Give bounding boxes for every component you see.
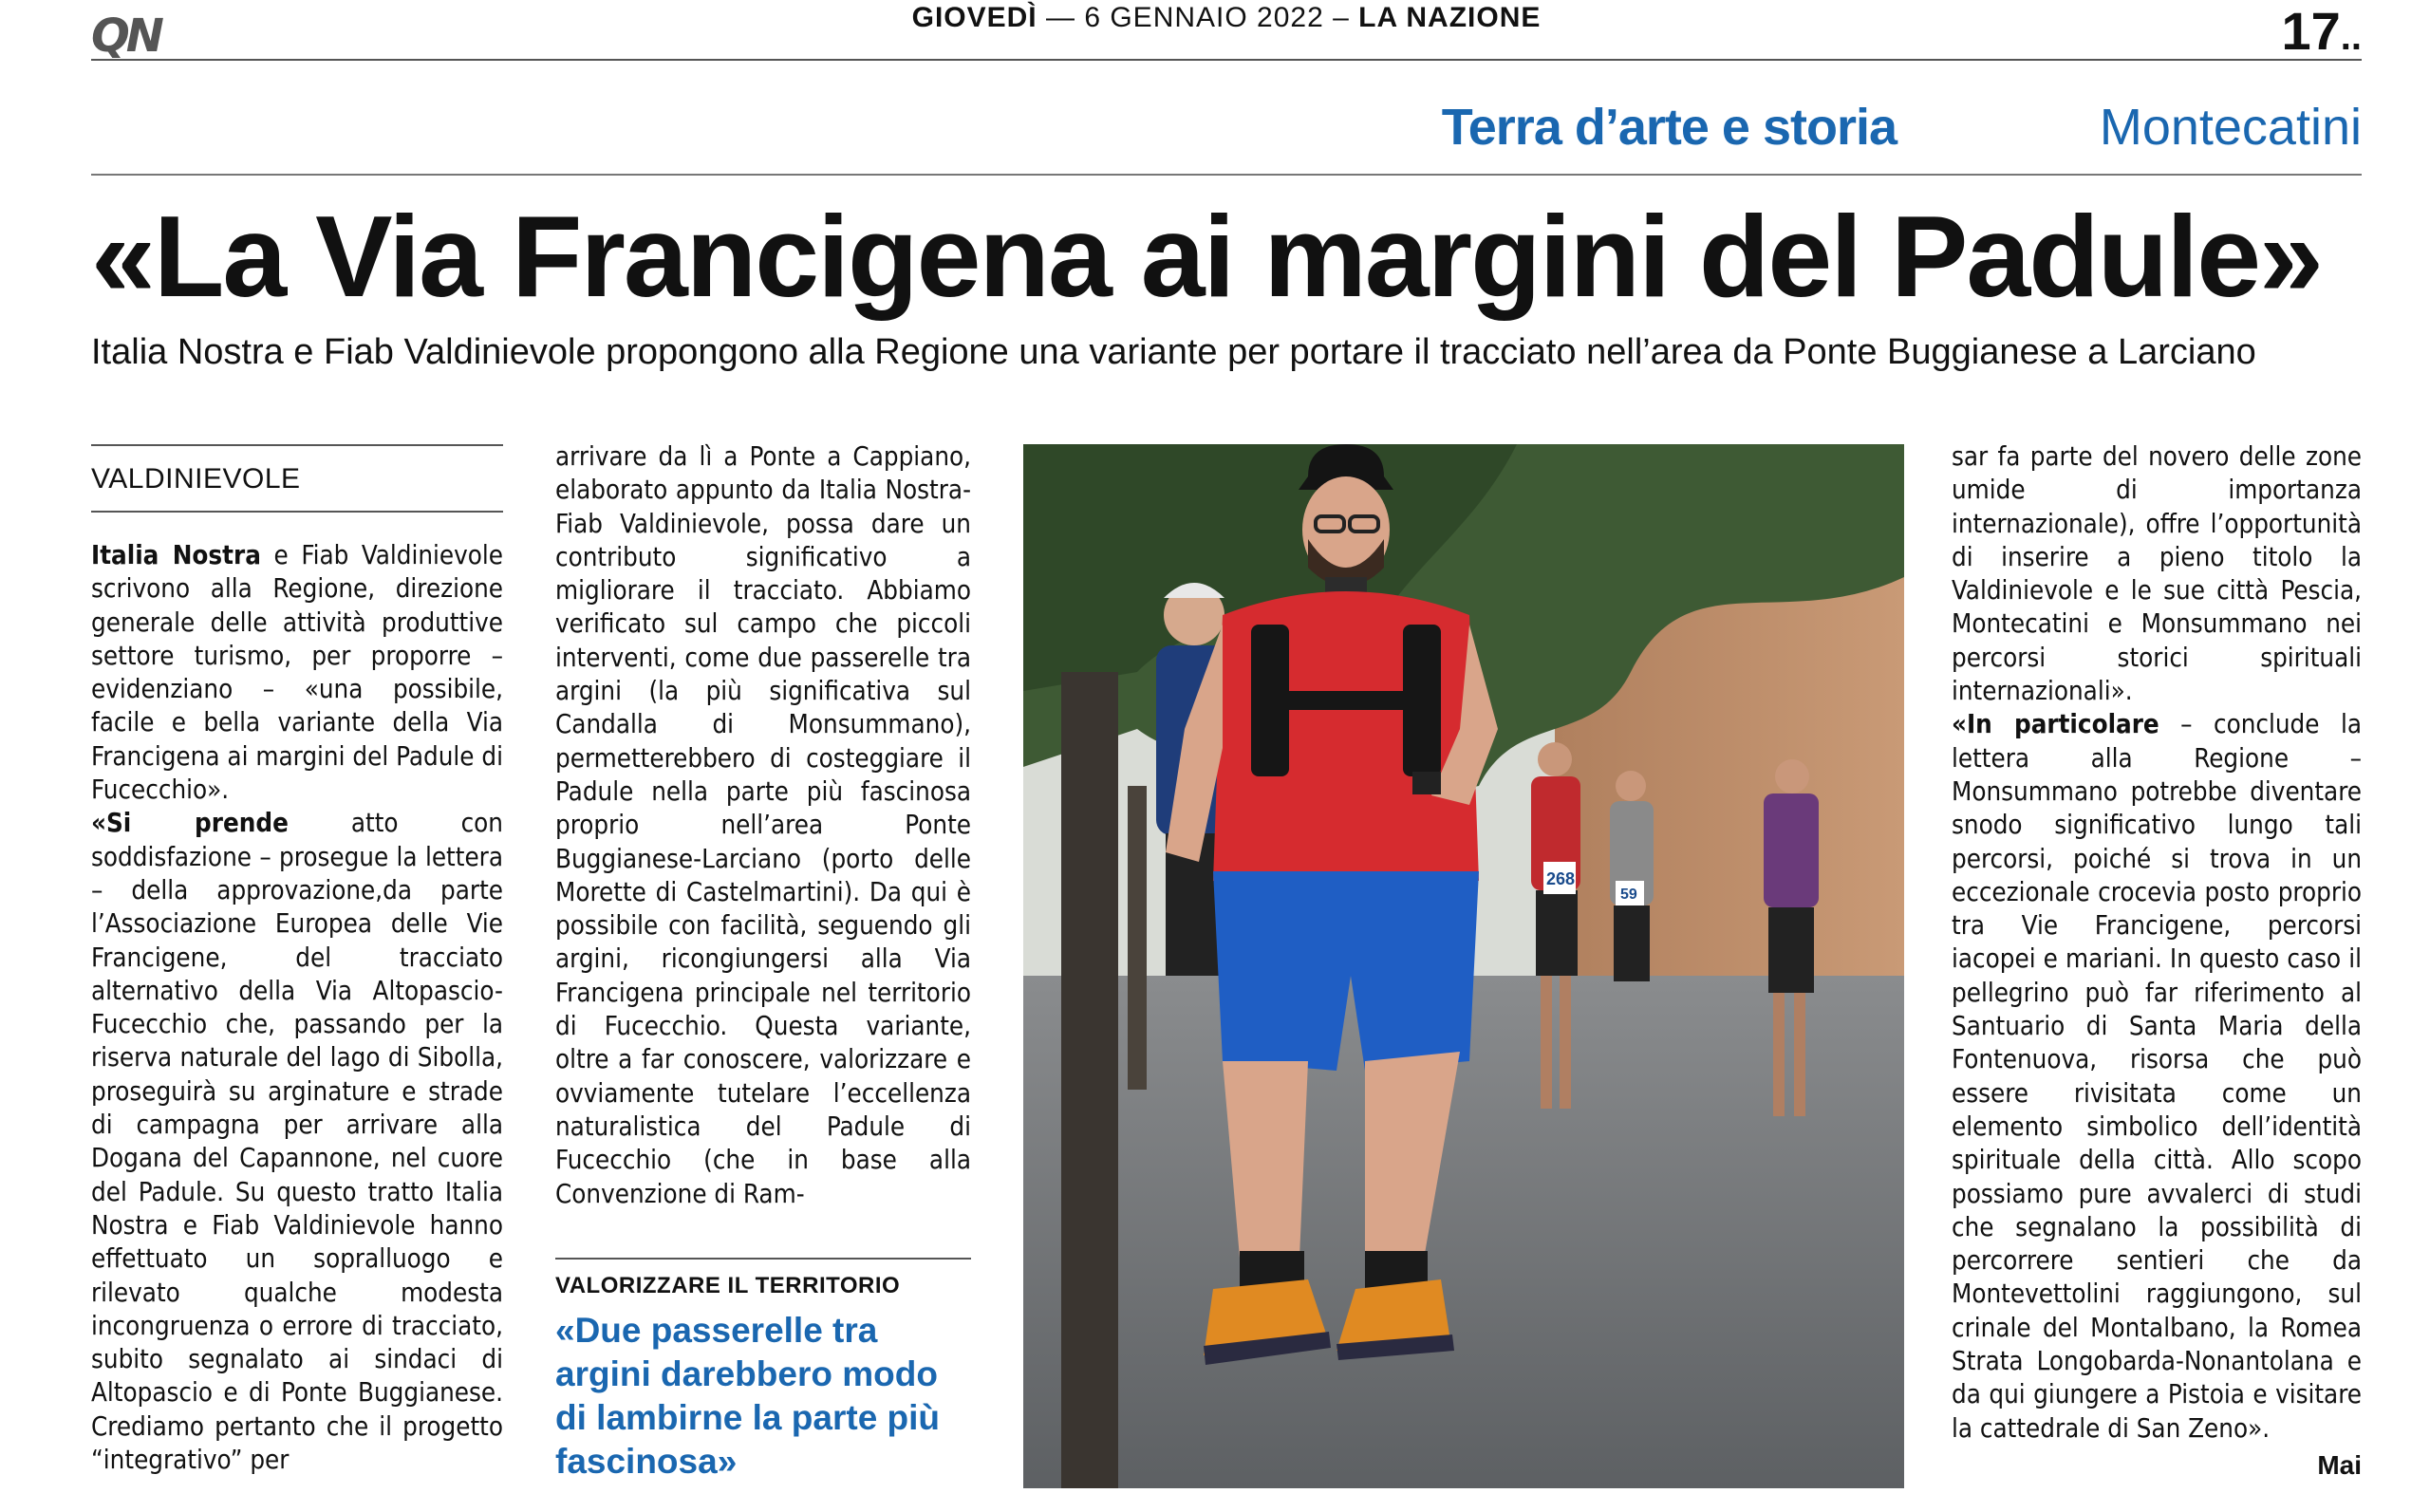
location-tag: VALDINIEVOLE (91, 444, 503, 513)
page-number (2281, 0, 2362, 62)
article-column-4 (1952, 440, 2362, 1446)
dateline-date: 6 GENNAIO 2022 (1084, 2, 1324, 33)
dateline-dash-2: – (1333, 2, 1350, 33)
section-city: Montecatini (2099, 99, 2362, 156)
masthead-bar (91, 0, 2362, 61)
photo-walkers-illustration (1023, 444, 1904, 1488)
bib-number-1: 268 (1546, 869, 1576, 888)
pull-quote-box (555, 1258, 971, 1484)
author-signature: Mai (2317, 1450, 2362, 1480)
paragraph-1-text: e Fiab Valdinievole scrivono alla Regione, direzione generale delle attività produttive settore turismo, per proporre – evidenziano – «una possibile, facile e bella variante della Via Francigena ai margini del Padule di Fucecchio». (91, 540, 503, 806)
pull-quote-text: «Due passerelle tra argini darebbero modo di lambirne la parte più fascinosa» (555, 1311, 941, 1481)
paragraph-2-text: atto con soddisfazione – prosegue la lettera – della approvazione,da parte l’Associazione Europea delle Vie Francigene, del tracciato alternativo della Via Altopascio-Fucecchio che, passando per la riserva naturale del lago di Sibolla, proseguirà su arginature e strade di campagna per arrivare alla Dogana del Capannone, nel cuore del Padule. Su questo tratto Italia Nostra e Fiab Valdinievole hanno effettuato un sopralluogo e rilevato qualche modesta incongruenza o errore di tracciato, subito segnalato ai sindaci di Altopascio e di Ponte Buggianese. Crediamo pertanto che il progetto “integrativo” per (91, 808, 503, 1476)
dateline (91, 2, 2362, 34)
page-number-value: 17 (2281, 1, 2341, 61)
qn-logo: QN (91, 9, 160, 63)
article-headline: «La Via Francigena ai margini del Padule» (91, 192, 2322, 321)
paragraph-5-text: – conclude la lettera alla Regione – Monsummano potrebbe diventare snodo significativo lungo tali percorsi, poiché si trova in un eccezionale crocevia posto proprio tra Vie Francigene, percorsi iacopei e mariani. In questo caso il pellegrino può far riferimento al Santuario di Santa Maria della Fontenuova, risorsa che può essere rivisitata come un elemento simbolico dell’identità spirituale della città. Allo scopo possiamo pure avvalerci di studi che segnalano la possibilità di percorrere sentieri che da Montevettolini raggiungono, sul crinale del Montalbano, la Romea Strata Longobarda-Nonantolana e da qui giungere a Pistoia e visitare la cattedrale di San Zeno». (1952, 709, 2362, 1444)
dateline-dash-1: — (1045, 2, 1075, 33)
paragraph-3-text: arrivare da lì a Ponte a Cappiano, elaborato appunto da Italia Nostra-Fiab Valdinievole, possa dare un contributo significativo a migliorare il tracciato. Abbiamo verificato sul campo che piccoli interventi, come due passerelle tra argini (la più significativa sul Candalla di Monsummano), permetterebbero di costeggiare il Padule nella parte più fascinosa proprio nell’area Ponte Buggianese-Larciano (porto delle Morette di Castelmartini). Da qui è possibile con facilità, seguendo gli argini, ricongiungersi alla Via Francigena principale nel territorio di Fucecchio. Questa variante, oltre a far conoscere, valorizzare e ovviamente tutelare l’eccellenza naturalistica del Padule di Fucecchio (che in base alla Convenzione di Ram- (555, 441, 971, 1209)
paragraph-5 (1952, 708, 2362, 1446)
section-header (91, 90, 2362, 176)
dateline-day: GIOVEDÌ (911, 2, 1037, 33)
paragraph-2-lead: «Si prende (91, 808, 289, 839)
paragraph-5-lead: «In particolare (1952, 709, 2159, 740)
article-column-1 (91, 539, 503, 1477)
bib-number-2: 59 (1620, 887, 1637, 903)
article-photo (1023, 444, 1904, 1488)
dateline-paper: LA NAZIONE (1358, 2, 1542, 33)
article-subhead: Italia Nostra e Fiab Valdinievole propongono alla Regione una variante per portare il tracciato nell’area da Ponte Buggianese a Larciano (91, 332, 2256, 372)
pull-quote-label: VALORIZZARE IL TERRITORIO (555, 1273, 901, 1298)
section-kicker: Terra d’arte e storia (1441, 99, 1897, 156)
paragraph-1 (91, 539, 503, 807)
article-column-2 (555, 440, 971, 1211)
paragraph-4-text: sar fa parte del novero delle zone umide di importanza internazionale), offre l’opportunità di inserire a pieno titolo la Valdinievole e le sue città Pescia, Montecatini e Monsummano nei percorsi storici spirituali internazionali». (1952, 441, 2362, 707)
paragraph-2 (91, 807, 503, 1477)
page-number-dots: .. (2340, 16, 2362, 58)
paragraph-1-lead: Italia Nostra (91, 540, 261, 570)
